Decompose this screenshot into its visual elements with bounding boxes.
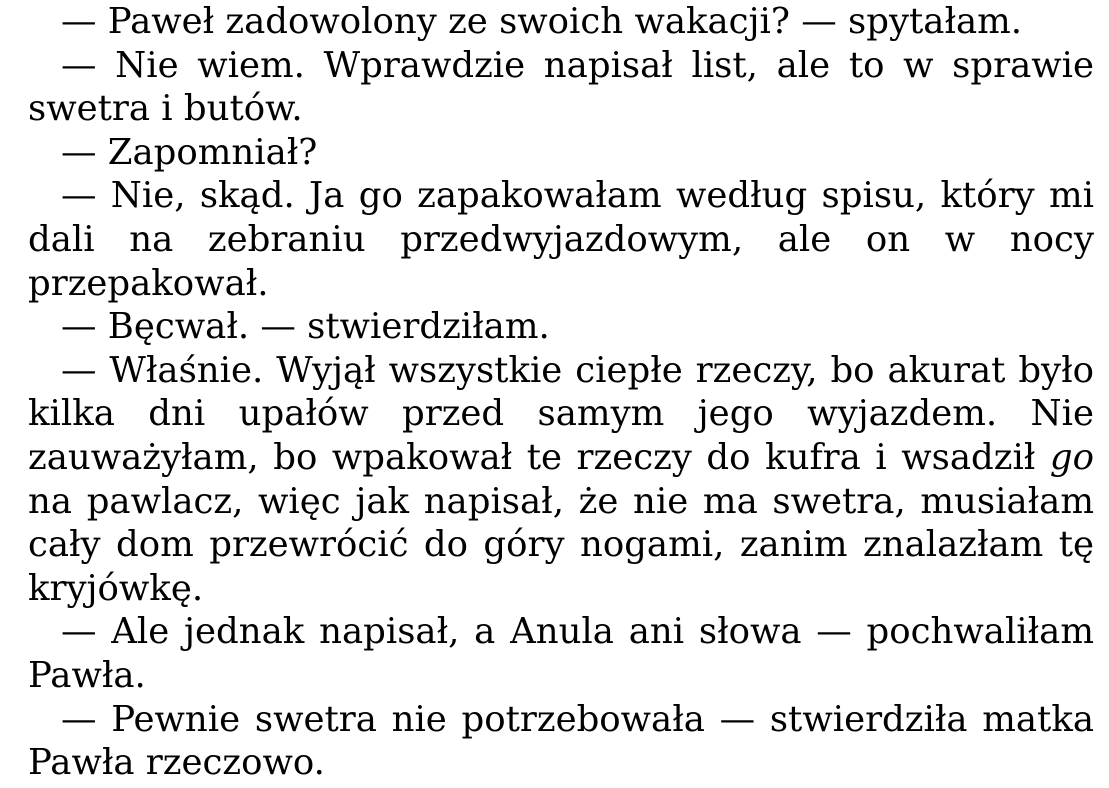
italic-word: go <box>1049 436 1094 478</box>
paragraph: — Bęcwał. — stwierdziłam. <box>61 306 550 348</box>
paragraph: — Nie, skąd. Ja go zapakowałam według spisu, który mi dali na zebraniu przedwyjazdowym, ale on w nocy przepakował. <box>28 175 1094 304</box>
paragraph: — Zapomniał? <box>61 131 318 173</box>
paragraph: — Ale jednak napisał, a Anula ani słowa — pochwaliłam Pawła. <box>28 611 1094 696</box>
paragraph-text: — Właśnie. Wyjął wszystkie ciepłe rzeczy, bo akurat było kilka dni upałów przed samym jego wyjazdem. Nie zauważyłam, bo wpakował te rzeczy do kufra i wsadził <box>28 349 1094 478</box>
paragraph: — Nie wiem. Wprawdzie napisał list, ale to w sprawie swetra i butów. <box>28 44 1094 130</box>
paragraph <box>28 349 1094 611</box>
paragraph-text: na pawlacz, więc jak napisał, że nie ma swetra, musiałam cały dom przewrócić do góry nogami, zanim znalazłam tę kryjówkę. <box>28 480 1094 609</box>
paragraph: — Pewnie swetra nie potrzebowała — stwierdziła matka Pawła rzeczowo. <box>28 698 1094 784</box>
document-page <box>28 0 1094 785</box>
paragraph: — Paweł zadowolony ze swoich wakacji? — spytałam. <box>61 1 1023 42</box>
